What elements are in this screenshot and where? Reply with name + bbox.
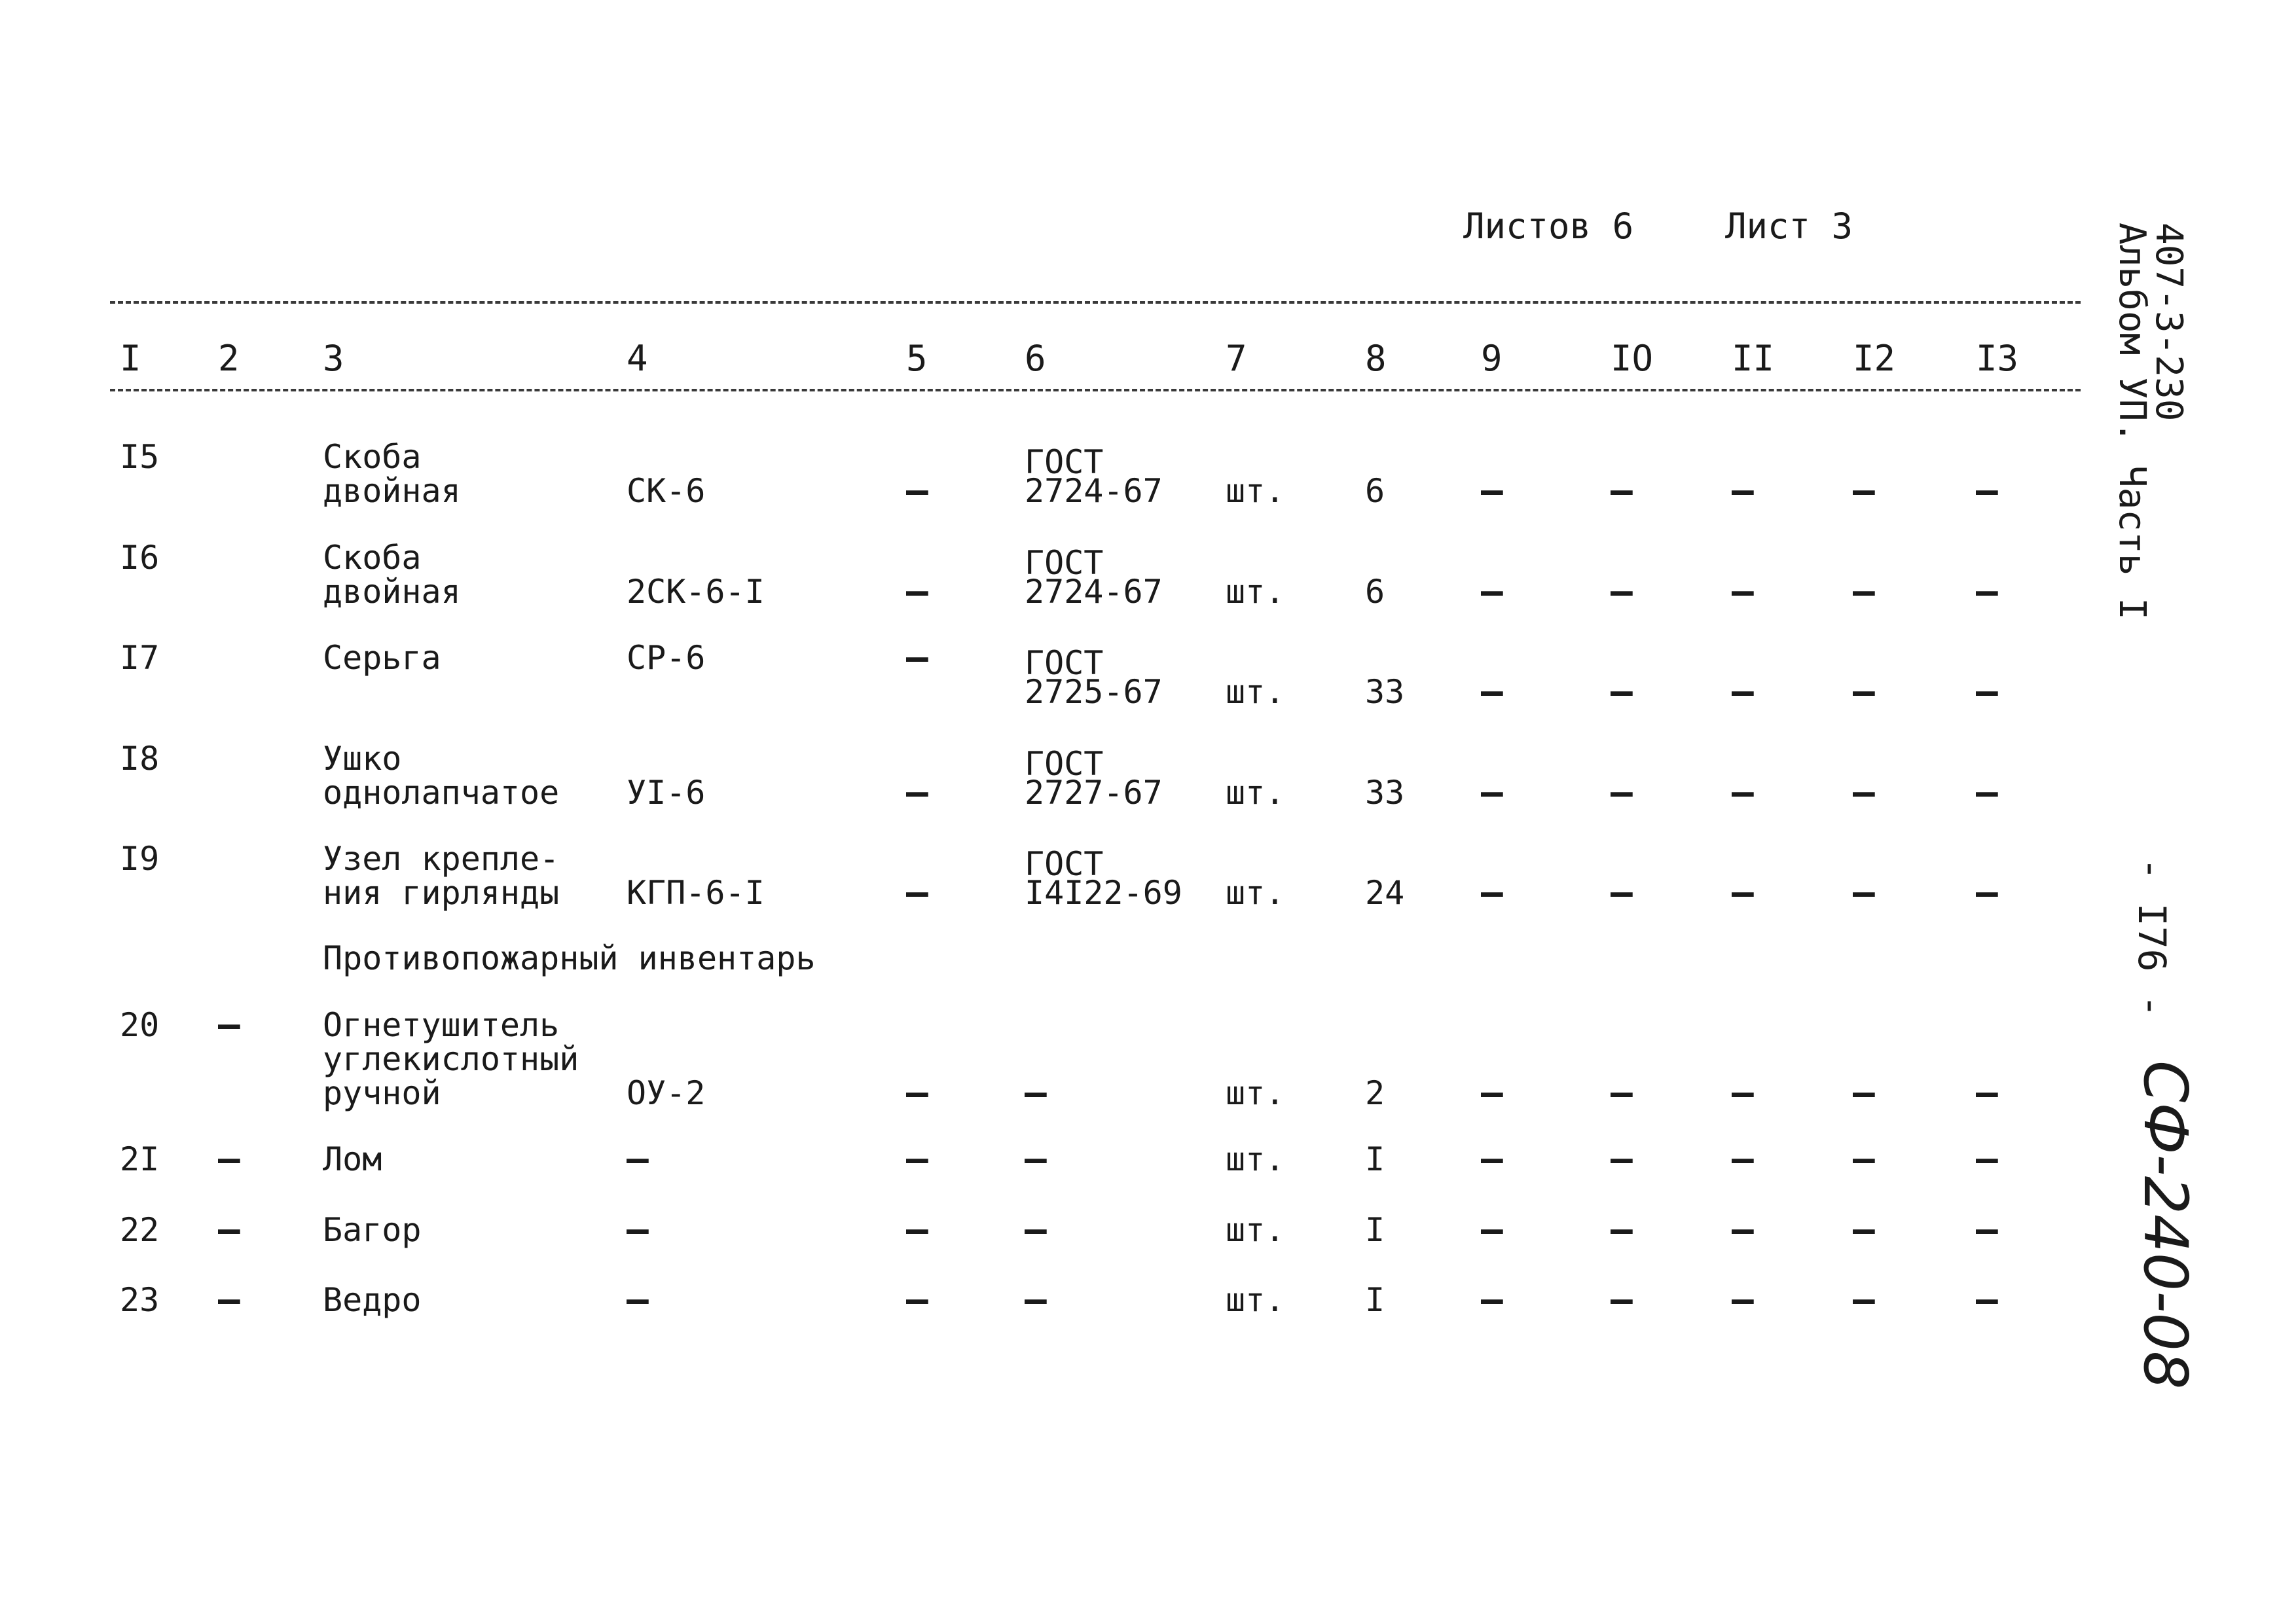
standard-gost: ГОСТ <box>1025 544 1104 582</box>
standard-value: – <box>1025 1138 1047 1180</box>
col5-value: – <box>906 1138 928 1180</box>
row-number: I5 <box>120 438 160 476</box>
col10-value: – <box>1611 1278 1633 1321</box>
item-name: углекислотный <box>323 1040 579 1078</box>
column-number: 6 <box>1025 338 1046 379</box>
standard-gost: ГОСТ <box>1025 845 1104 883</box>
col10-value: – <box>1611 771 1633 814</box>
unit: шт. <box>1226 874 1285 912</box>
col13-value: – <box>1976 1138 1998 1180</box>
col12-value: – <box>1853 771 1875 814</box>
col2-value: – <box>218 1278 240 1321</box>
col9-value: – <box>1481 1072 1503 1114</box>
col12-value: – <box>1853 670 1875 713</box>
col11-value: – <box>1732 570 1754 613</box>
col12-value: – <box>1853 1208 1875 1251</box>
col5-value: – <box>906 871 928 914</box>
col10-value: – <box>1611 1208 1633 1251</box>
handwritten-reference: СФ-240-08 <box>2130 1060 2200 1390</box>
column-number: I3 <box>1976 338 2019 379</box>
row-number: 22 <box>120 1211 160 1249</box>
item-name: Скоба <box>323 438 422 476</box>
row-number: I9 <box>120 840 160 878</box>
column-number: 7 <box>1226 338 1247 379</box>
col9-value: – <box>1481 570 1503 613</box>
sheet-number: Лист 3 <box>1725 206 1853 247</box>
quantity: I <box>1365 1140 1385 1178</box>
table-header-rule <box>110 389 2081 391</box>
quantity: 33 <box>1365 774 1405 812</box>
col11-value: – <box>1732 1138 1754 1180</box>
unit: шт. <box>1226 1211 1285 1249</box>
standard-value: – <box>1025 1072 1047 1114</box>
col5-value: – <box>906 1208 928 1251</box>
sheets-count: Листов 6 <box>1463 206 1634 247</box>
item-name: ручной <box>323 1074 441 1112</box>
item-name: Багор <box>323 1211 422 1249</box>
quantity: I <box>1365 1281 1385 1319</box>
standard-value: – <box>1025 1208 1047 1251</box>
col5-value: – <box>906 1278 928 1321</box>
item-mark: СР-6 <box>627 639 706 677</box>
col2-value: – <box>218 1003 240 1046</box>
col13-value: – <box>1976 1278 1998 1321</box>
col10-value: – <box>1611 469 1633 512</box>
section-heading: Противопожарный инвентарь <box>323 939 816 977</box>
item-name: однолапчатое <box>323 774 560 812</box>
standard-gost: ГОСТ <box>1025 443 1104 481</box>
col13-value: – <box>1976 469 1998 512</box>
col2-value: – <box>218 1208 240 1251</box>
standard-gost: ГОСТ <box>1025 644 1104 682</box>
quantity: 2 <box>1365 1074 1385 1112</box>
col9-value: – <box>1481 670 1503 713</box>
column-number: 5 <box>906 338 928 379</box>
column-number: II <box>1732 338 1775 379</box>
item-name: двойная <box>323 573 461 611</box>
item-name: Лом <box>323 1140 382 1178</box>
side-stamp <box>2111 223 2190 620</box>
col9-value: – <box>1481 871 1503 914</box>
col12-value: – <box>1853 871 1875 914</box>
item-mark: ОУ-2 <box>627 1074 706 1112</box>
unit: шт. <box>1226 472 1285 510</box>
unit: шт. <box>1226 573 1285 611</box>
column-number: 4 <box>627 338 648 379</box>
row-number: I6 <box>120 539 160 577</box>
item-mark: – <box>627 1138 649 1180</box>
col12-value: – <box>1853 469 1875 512</box>
item-name: двойная <box>323 472 461 510</box>
col12-value: – <box>1853 1278 1875 1321</box>
col13-value: – <box>1976 1208 1998 1251</box>
col12-value: – <box>1853 1138 1875 1180</box>
item-mark: КГП-6-I <box>627 874 765 912</box>
col10-value: – <box>1611 570 1633 613</box>
quantity: 24 <box>1365 874 1405 912</box>
column-number: IO <box>1611 338 1654 379</box>
album-part: Альбом УП. Часть I <box>2111 223 2153 620</box>
quantity: 33 <box>1365 673 1405 711</box>
col13-value: – <box>1976 670 1998 713</box>
item-name: Серьга <box>323 639 441 677</box>
col10-value: – <box>1611 871 1633 914</box>
standard-number: 2724-67 <box>1025 472 1163 510</box>
col9-value: – <box>1481 1278 1503 1321</box>
item-mark: УI-6 <box>627 774 706 812</box>
col13-value: – <box>1976 570 1998 613</box>
item-name: Скоба <box>323 539 422 577</box>
unit: шт. <box>1226 673 1285 711</box>
standard-number: 2727-67 <box>1025 774 1163 812</box>
col11-value: – <box>1732 771 1754 814</box>
col11-value: – <box>1732 1208 1754 1251</box>
col9-value: – <box>1481 1138 1503 1180</box>
col10-value: – <box>1611 1138 1633 1180</box>
column-number: 8 <box>1365 338 1387 379</box>
col13-value: – <box>1976 771 1998 814</box>
item-mark: СК-6 <box>627 472 706 510</box>
column-number: 9 <box>1481 338 1503 379</box>
col11-value: – <box>1732 670 1754 713</box>
column-number: I <box>120 338 141 379</box>
item-name: Ведро <box>323 1281 422 1319</box>
col5-value: – <box>906 469 928 512</box>
row-number: 20 <box>120 1006 160 1044</box>
row-number: 2I <box>120 1140 160 1178</box>
col11-value: – <box>1732 1278 1754 1321</box>
unit: шт. <box>1226 1140 1285 1178</box>
quantity: 6 <box>1365 472 1385 510</box>
col9-value: – <box>1481 1208 1503 1251</box>
col11-value: – <box>1732 1072 1754 1114</box>
col2-value: – <box>218 1138 240 1180</box>
unit: шт. <box>1226 1074 1285 1112</box>
item-mark: – <box>627 1208 649 1251</box>
col13-value: – <box>1976 1072 1998 1114</box>
item-name: ния гирлянды <box>323 874 560 912</box>
quantity: 6 <box>1365 573 1385 611</box>
standard-number: 2724-67 <box>1025 573 1163 611</box>
unit: шт. <box>1226 1281 1285 1319</box>
standard-number: I4I22-69 <box>1025 874 1182 912</box>
col10-value: – <box>1611 1072 1633 1114</box>
table-top-rule <box>110 301 2081 304</box>
standard-gost: ГОСТ <box>1025 745 1104 783</box>
col11-value: – <box>1732 871 1754 914</box>
page-number: - I76 - <box>2130 857 2174 1018</box>
col13-value: – <box>1976 871 1998 914</box>
standard-value: – <box>1025 1278 1047 1321</box>
item-name: Ушко <box>323 740 402 778</box>
row-number: I8 <box>120 740 160 778</box>
doc-code: 407-3-230 <box>2147 223 2190 422</box>
col11-value: – <box>1732 469 1754 512</box>
column-number: 3 <box>323 338 344 379</box>
item-name: Узел крепле- <box>323 840 560 878</box>
quantity: I <box>1365 1211 1385 1249</box>
col5-value: – <box>906 570 928 613</box>
item-mark: 2СК-6-I <box>627 573 765 611</box>
standard-number: 2725-67 <box>1025 673 1163 711</box>
col10-value: – <box>1611 670 1633 713</box>
item-name: Огнетушитель <box>323 1006 560 1044</box>
col12-value: – <box>1853 1072 1875 1114</box>
row-number: I7 <box>120 639 160 677</box>
row-number: 23 <box>120 1281 160 1319</box>
item-mark: – <box>627 1278 649 1321</box>
col9-value: – <box>1481 469 1503 512</box>
col5-value: – <box>906 636 928 679</box>
col5-value: – <box>906 771 928 814</box>
column-number: I2 <box>1853 338 1896 379</box>
col9-value: – <box>1481 771 1503 814</box>
column-number: 2 <box>218 338 240 379</box>
col12-value: – <box>1853 570 1875 613</box>
unit: шт. <box>1226 774 1285 812</box>
col5-value: – <box>906 1072 928 1114</box>
